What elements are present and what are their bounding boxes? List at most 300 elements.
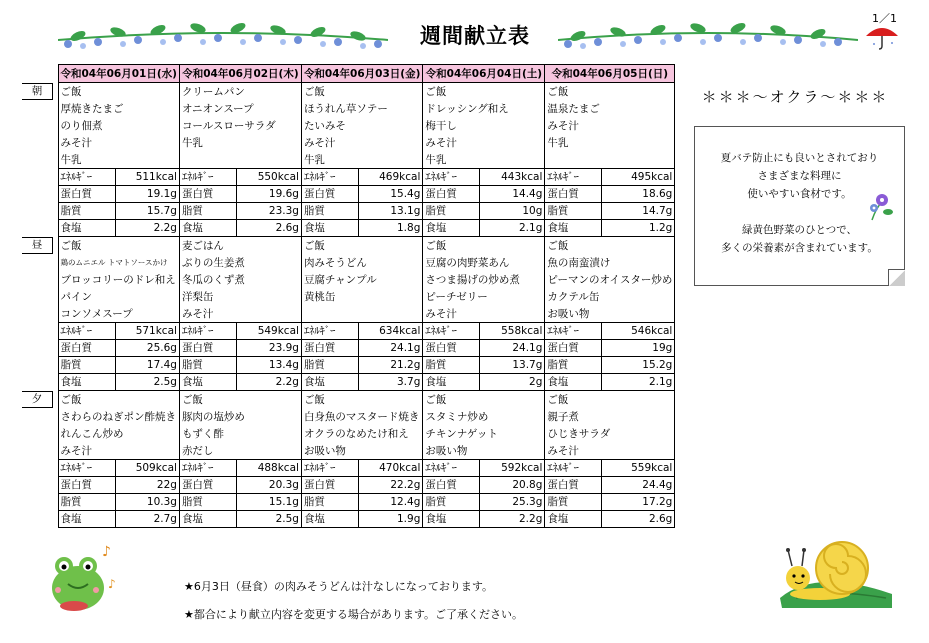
nutrition-pair xyxy=(302,340,422,356)
nutrition-pair xyxy=(545,169,674,185)
nutrient-value: 2.2g xyxy=(153,222,177,234)
nutrition-pair xyxy=(59,511,179,527)
page-number: 1／1 xyxy=(872,12,897,25)
nutrition-pair xyxy=(302,203,422,219)
nutrient-value: 15.1g xyxy=(268,496,299,508)
nutrient-value: 19g xyxy=(652,342,673,354)
nutrient-label: 脂質 xyxy=(423,494,480,510)
nutrition-pair xyxy=(59,323,179,339)
dish-row xyxy=(22,117,675,134)
flower-border-right-icon xyxy=(558,22,858,52)
nutrition-cell xyxy=(423,186,545,203)
snail-icon xyxy=(776,528,896,612)
nutrition-cell xyxy=(545,511,675,528)
nutrient-label: 蛋白質 xyxy=(423,477,480,493)
nutrition-cell xyxy=(423,357,545,374)
nutrient-value: 549kcal xyxy=(257,325,299,337)
nutrition-cell xyxy=(58,477,179,494)
meal-label-cell xyxy=(22,391,58,409)
nutrient-label: 蛋白質 xyxy=(545,340,602,356)
nutrient-label: 蛋白質 xyxy=(59,340,116,356)
date-header: 令和04年06月04日(土) xyxy=(423,65,545,83)
nutrient-label: 蛋白質 xyxy=(423,340,480,356)
page-title: 週間献立表 xyxy=(420,24,530,48)
nutrient-value: 2.6g xyxy=(648,513,673,525)
dish-cell: ご飯 xyxy=(301,391,422,409)
nutrient-value: 10g xyxy=(522,205,543,217)
nutrition-pair xyxy=(302,357,422,373)
nutrient-label: ｴﾈﾙｷﾞｰ xyxy=(180,460,237,476)
meal-label-cell xyxy=(22,186,58,203)
nutrient-value: 546kcal xyxy=(631,325,673,337)
nutrient-value: 21.2g xyxy=(390,359,421,371)
nutrient-label: ｴﾈﾙｷﾞｰ xyxy=(180,169,237,185)
nutrition-pair xyxy=(59,374,179,390)
nutrient-value: 15.2g xyxy=(642,359,673,371)
nutrient-label: 食塩 xyxy=(59,511,116,527)
nutrition-row-fat xyxy=(22,203,675,220)
nutrient-value: 488kcal xyxy=(257,462,299,474)
nutrition-cell xyxy=(545,186,675,203)
meal-label-cell xyxy=(22,374,58,391)
nutrient-value: 23.9g xyxy=(268,342,299,354)
nutrition-pair xyxy=(59,220,179,236)
nutrition-cell xyxy=(423,220,545,237)
nutrient-label: ｴﾈﾙｷﾞｰ xyxy=(302,323,359,339)
meal-label-cell xyxy=(22,134,58,151)
nutrient-label: 脂質 xyxy=(59,203,116,219)
nutrition-cell xyxy=(301,357,422,374)
nutrient-value: 10.3g xyxy=(146,496,177,508)
nutrient-value: 558kcal xyxy=(501,325,543,337)
dish-cell: ご飯 xyxy=(58,391,179,409)
morning-glory-icon xyxy=(868,192,894,222)
date-header: 令和04年06月01日(水) xyxy=(58,65,179,83)
nutrition-cell xyxy=(58,494,179,511)
nutrient-label: ｴﾈﾙｷﾞｰ xyxy=(59,460,116,476)
nutrient-label: 食塩 xyxy=(180,511,237,527)
svg-text:♪: ♪ xyxy=(102,544,111,560)
dish-cell: ご飯 xyxy=(423,391,545,409)
nutrient-label: 蛋白質 xyxy=(59,477,116,493)
dish-cell: もずく酢 xyxy=(179,425,301,442)
meal-label-cell xyxy=(22,408,58,425)
dish-cell: 黄桃缶 xyxy=(301,288,422,305)
nutrition-pair xyxy=(180,340,301,356)
dish-cell: ぶりの生姜煮 xyxy=(179,254,301,271)
dish-cell: みそ汁 xyxy=(423,305,545,323)
nutrition-cell xyxy=(423,169,545,186)
nutrient-label: 食塩 xyxy=(545,374,602,390)
note-line: 夏バテ防止にも良いとされており xyxy=(720,152,879,164)
nutrition-cell xyxy=(301,340,422,357)
nutrient-label: 食塩 xyxy=(302,220,359,236)
nutrient-value: 18.6g xyxy=(642,188,673,200)
nutrient-label: 蛋白質 xyxy=(545,186,602,202)
nutrient-label: 食塩 xyxy=(59,220,116,236)
dish-row xyxy=(22,100,675,117)
nutrient-label: 脂質 xyxy=(545,357,602,373)
dish-cell: みそ汁 xyxy=(423,134,545,151)
nutrient-label: ｴﾈﾙｷﾞｰ xyxy=(545,323,602,339)
nutrition-cell xyxy=(545,220,675,237)
dish-row xyxy=(22,288,675,305)
nutrient-value: 13.1g xyxy=(390,205,421,217)
nutrition-pair xyxy=(423,203,544,219)
nutrient-label: 蛋白質 xyxy=(423,186,480,202)
meal-label-cell xyxy=(22,100,58,117)
nutrition-cell xyxy=(58,203,179,220)
nutrition-pair xyxy=(423,494,544,510)
meal-label-cell xyxy=(22,151,58,169)
dish-cell: ひじきサラダ xyxy=(545,425,675,442)
date-header: 令和04年06月02日(木) xyxy=(179,65,301,83)
date-header: 令和04年06月05日(日) xyxy=(545,65,675,83)
nutrition-row-fat xyxy=(22,494,675,511)
nutrient-value: 592kcal xyxy=(501,462,543,474)
note-line: 多くの栄養素が含まれています。 xyxy=(721,242,878,254)
nutrition-cell xyxy=(58,511,179,528)
meal-label: 朝 xyxy=(22,83,53,100)
nutrient-label: ｴﾈﾙｷﾞｰ xyxy=(423,169,480,185)
nutrition-cell xyxy=(423,477,545,494)
nutrition-pair xyxy=(302,220,422,236)
dish-cell: ご飯 xyxy=(58,237,179,255)
nutrient-value: 17.2g xyxy=(642,496,673,508)
dish-row xyxy=(22,391,675,409)
dish-cell: ピーチゼリー xyxy=(423,288,545,305)
nutrient-value: 14.7g xyxy=(642,205,673,217)
dish-cell: 牛乳 xyxy=(179,134,301,151)
nutrient-value: 24.1g xyxy=(512,342,543,354)
nutrition-cell xyxy=(301,374,422,391)
meal-label-cell xyxy=(22,477,58,494)
nutrition-cell xyxy=(545,494,675,511)
nutrition-cell xyxy=(545,340,675,357)
nutrient-value: 2.7g xyxy=(153,513,177,525)
dish-cell: 魚の南蛮漬け xyxy=(545,254,675,271)
nutrient-label: 食塩 xyxy=(180,220,237,236)
nutrient-value: 2.2g xyxy=(519,513,543,525)
nutrient-value: 15.7g xyxy=(146,205,177,217)
nutrition-pair xyxy=(180,511,301,527)
corner-cell xyxy=(22,65,58,83)
nutrient-value: 22g xyxy=(156,479,177,491)
nutrition-cell xyxy=(423,494,545,511)
nutrient-label: ｴﾈﾙｷﾞｰ xyxy=(423,323,480,339)
meal-label-cell xyxy=(22,83,58,101)
nutrient-label: 食塩 xyxy=(423,220,480,236)
nutrition-cell xyxy=(545,323,675,340)
nutrition-pair xyxy=(545,477,674,493)
nutrient-label: 食塩 xyxy=(545,220,602,236)
nutrient-label: 食塩 xyxy=(423,374,480,390)
nutrient-value: 470kcal xyxy=(379,462,421,474)
dish-row xyxy=(22,271,675,288)
meal-label-cell xyxy=(22,357,58,374)
nutrition-row-energy xyxy=(22,323,675,340)
nutrition-cell xyxy=(179,323,301,340)
nutrition-row-salt xyxy=(22,374,675,391)
nutrition-pair xyxy=(59,340,179,356)
nutrient-value: 20.8g xyxy=(512,479,543,491)
nutrition-pair xyxy=(545,203,674,219)
dish-cell: コールスローサラダ xyxy=(179,117,301,134)
dish-cell: 牛乳 xyxy=(423,151,545,169)
dish-cell: 冬瓜のくず煮 xyxy=(179,271,301,288)
nutrition-pair xyxy=(423,169,544,185)
nutrient-value: 3.7g xyxy=(397,376,421,388)
nutrient-value: 19.1g xyxy=(146,188,177,200)
nutrition-cell xyxy=(58,357,179,374)
nutrient-value: 2.6g xyxy=(275,222,299,234)
nutrient-value: 2.1g xyxy=(519,222,543,234)
dish-cell: みそ汁 xyxy=(545,442,675,460)
nutrition-pair xyxy=(545,340,674,356)
dish-row xyxy=(22,442,675,460)
nutrient-value: 550kcal xyxy=(257,171,299,183)
nutrient-label: 蛋白質 xyxy=(302,340,359,356)
nutrient-label: 脂質 xyxy=(59,357,116,373)
nutrition-cell xyxy=(301,511,422,528)
dish-cell: ご飯 xyxy=(58,83,179,101)
nutrition-cell xyxy=(301,460,422,477)
nutrient-value: 14.4g xyxy=(512,188,543,200)
nutrient-value: 20.3g xyxy=(268,479,299,491)
dish-row xyxy=(22,134,675,151)
nutrition-pair xyxy=(180,477,301,493)
nutrient-label: ｴﾈﾙｷﾞｰ xyxy=(302,460,359,476)
nutrition-cell xyxy=(423,340,545,357)
nutrition-cell xyxy=(179,477,301,494)
nutrition-cell xyxy=(58,186,179,203)
dish-cell: ご飯 xyxy=(545,391,675,409)
dish-row xyxy=(22,408,675,425)
dish-cell: みそ汁 xyxy=(301,134,422,151)
nutrition-cell xyxy=(545,203,675,220)
nutrition-cell xyxy=(179,169,301,186)
meal-label-cell xyxy=(22,425,58,442)
nutrition-pair xyxy=(59,460,179,476)
nutrition-pair xyxy=(180,186,301,202)
nutrition-pair xyxy=(545,494,674,510)
dish-cell: みそ汁 xyxy=(58,134,179,151)
nutrition-pair xyxy=(545,374,674,390)
nutrition-pair xyxy=(545,220,674,236)
nutrient-label: 脂質 xyxy=(545,203,602,219)
nutrition-pair xyxy=(59,186,179,202)
nutrient-value: 24.1g xyxy=(390,342,421,354)
nutrition-cell xyxy=(179,340,301,357)
nutrient-label: ｴﾈﾙｷﾞｰ xyxy=(545,169,602,185)
nutrient-label: 脂質 xyxy=(302,203,359,219)
dish-cell: ご飯 xyxy=(545,237,675,255)
dish-cell: カクテル缶 xyxy=(545,288,675,305)
dish-row xyxy=(22,305,675,323)
nutrient-value: 2.5g xyxy=(153,376,177,388)
nutrition-pair xyxy=(302,323,422,339)
nutrition-cell xyxy=(179,460,301,477)
nutrient-value: 22.2g xyxy=(390,479,421,491)
nutrient-value: 559kcal xyxy=(631,462,673,474)
nutrition-cell xyxy=(58,340,179,357)
nutrient-label: ｴﾈﾙｷﾞｰ xyxy=(59,323,116,339)
note-line: さまざまな料理に xyxy=(757,170,842,182)
dish-cell: ご飯 xyxy=(423,237,545,255)
nutrient-label: 蛋白質 xyxy=(302,186,359,202)
nutrient-value: 511kcal xyxy=(135,171,177,183)
nutrition-cell xyxy=(545,357,675,374)
nutrition-pair xyxy=(423,374,544,390)
dish-cell: ご飯 xyxy=(301,237,422,255)
dish-cell: ブロッコリーのドレ和え xyxy=(58,271,179,288)
dish-cell: 牛乳 xyxy=(301,151,422,169)
nutrition-row-salt xyxy=(22,511,675,528)
note-line: 使いやすい食材です。 xyxy=(747,188,852,200)
meal-label: 昼 xyxy=(22,237,53,254)
nutrition-row-energy xyxy=(22,169,675,186)
nutrition-cell xyxy=(545,477,675,494)
dish-cell: 麦ごはん xyxy=(179,237,301,255)
nutrient-value: 1.2g xyxy=(648,222,673,234)
dish-cell: 赤だし xyxy=(179,442,301,460)
frog-icon xyxy=(44,540,124,616)
nutrition-cell xyxy=(179,186,301,203)
nutrition-cell xyxy=(301,323,422,340)
meal-label-cell xyxy=(22,203,58,220)
nutrition-cell xyxy=(58,169,179,186)
nutrition-pair xyxy=(59,357,179,373)
nutrition-pair xyxy=(180,220,301,236)
nutrient-label: 脂質 xyxy=(180,494,237,510)
nutrient-label: ｴﾈﾙｷﾞｰ xyxy=(302,169,359,185)
meal-label-cell xyxy=(22,254,58,271)
meal-label-cell xyxy=(22,220,58,237)
nutrition-cell xyxy=(179,374,301,391)
nutrient-value: 469kcal xyxy=(379,171,421,183)
dish-cell: 牛乳 xyxy=(58,151,179,169)
dish-cell xyxy=(179,151,301,169)
nutrient-value: 634kcal xyxy=(379,325,421,337)
dish-cell: みそ汁 xyxy=(58,442,179,460)
dish-cell xyxy=(545,151,675,169)
nutrient-value: 25.3g xyxy=(512,496,543,508)
nutrition-pair xyxy=(423,186,544,202)
nutrient-value: 2.2g xyxy=(275,376,299,388)
nutrient-value: 509kcal xyxy=(135,462,177,474)
weekly-menu-table xyxy=(22,64,675,528)
nutrition-pair xyxy=(302,186,422,202)
dish-row xyxy=(22,425,675,442)
nutrition-row-energy xyxy=(22,460,675,477)
dish-cell: みそ汁 xyxy=(545,117,675,134)
nutrition-pair xyxy=(302,511,422,527)
nutrient-value: 571kcal xyxy=(135,325,177,337)
nutrition-cell xyxy=(301,203,422,220)
meal-label-cell xyxy=(22,237,58,255)
nutrient-label: 脂質 xyxy=(302,357,359,373)
nutrition-pair xyxy=(545,186,674,202)
meal-label-cell xyxy=(22,340,58,357)
nutrition-pair xyxy=(302,460,422,476)
dish-cell xyxy=(301,305,422,323)
nutrition-cell xyxy=(179,511,301,528)
dish-cell: 鶏のムニエル トマトソースかけ xyxy=(58,254,179,271)
nutrient-label: 脂質 xyxy=(545,494,602,510)
nutrient-label: ｴﾈﾙｷﾞｰ xyxy=(59,169,116,185)
dish-cell: 肉みそうどん xyxy=(301,254,422,271)
nutrient-label: ｴﾈﾙｷﾞｰ xyxy=(180,323,237,339)
nutrition-cell xyxy=(179,220,301,237)
dish-row xyxy=(22,83,675,101)
svg-text:♪: ♪ xyxy=(108,577,116,591)
nutrient-label: ｴﾈﾙｷﾞｰ xyxy=(423,460,480,476)
nutrition-pair xyxy=(423,340,544,356)
nutrition-pair xyxy=(59,203,179,219)
nutrition-row-fat xyxy=(22,357,675,374)
nutrition-cell xyxy=(179,494,301,511)
dish-cell: ドレッシング和え xyxy=(423,100,545,117)
dish-cell: コンソメスープ xyxy=(58,305,179,323)
nutrition-cell xyxy=(301,186,422,203)
nutrition-pair xyxy=(180,203,301,219)
nutrient-label: 脂質 xyxy=(180,203,237,219)
nutrition-pair xyxy=(545,357,674,373)
umbrella-icon xyxy=(864,24,900,50)
nutrition-pair xyxy=(180,323,301,339)
note-line: 緑黄色野菜のひとつで、 xyxy=(741,224,858,236)
nutrition-pair xyxy=(302,169,422,185)
dish-cell: 豆腐チャンプル xyxy=(301,271,422,288)
nutrient-label: 蛋白質 xyxy=(180,340,237,356)
meal-label-cell xyxy=(22,442,58,460)
page-fold-icon xyxy=(888,269,905,286)
nutrient-value: 2g xyxy=(529,376,543,388)
nutrient-label: 蛋白質 xyxy=(59,186,116,202)
nutrient-label: 脂質 xyxy=(302,494,359,510)
dish-cell: チキンナゲット xyxy=(423,425,545,442)
nutrition-cell xyxy=(423,460,545,477)
nutrient-label: 食塩 xyxy=(302,511,359,527)
nutrition-cell xyxy=(423,323,545,340)
nutrition-cell xyxy=(301,169,422,186)
dish-cell: さつま揚げの炒め煮 xyxy=(423,271,545,288)
nutrition-pair xyxy=(180,357,301,373)
meal-label-cell xyxy=(22,460,58,477)
dish-row xyxy=(22,151,675,169)
nutrient-label: 脂質 xyxy=(59,494,116,510)
meal-label-cell xyxy=(22,271,58,288)
nutrient-label: 脂質 xyxy=(180,357,237,373)
nutrition-pair xyxy=(59,494,179,510)
nutrition-cell xyxy=(179,357,301,374)
nutrient-value: 495kcal xyxy=(631,171,673,183)
nutrient-value: 13.4g xyxy=(268,359,299,371)
nutrient-label: 蛋白質 xyxy=(545,477,602,493)
nutrition-pair xyxy=(545,511,674,527)
dish-cell: 親子煮 xyxy=(545,408,675,425)
meal-label-cell xyxy=(22,323,58,340)
nutrition-cell xyxy=(58,323,179,340)
nutrient-label: 食塩 xyxy=(302,374,359,390)
dish-cell: のり佃煮 xyxy=(58,117,179,134)
nutrition-pair xyxy=(423,460,544,476)
dish-cell: ピーマンのオイスター炒め xyxy=(545,271,675,288)
nutrition-row-protein xyxy=(22,186,675,203)
nutrition-pair xyxy=(180,169,301,185)
nutrient-value: 23.3g xyxy=(268,205,299,217)
nutrient-value: 19.6g xyxy=(268,188,299,200)
